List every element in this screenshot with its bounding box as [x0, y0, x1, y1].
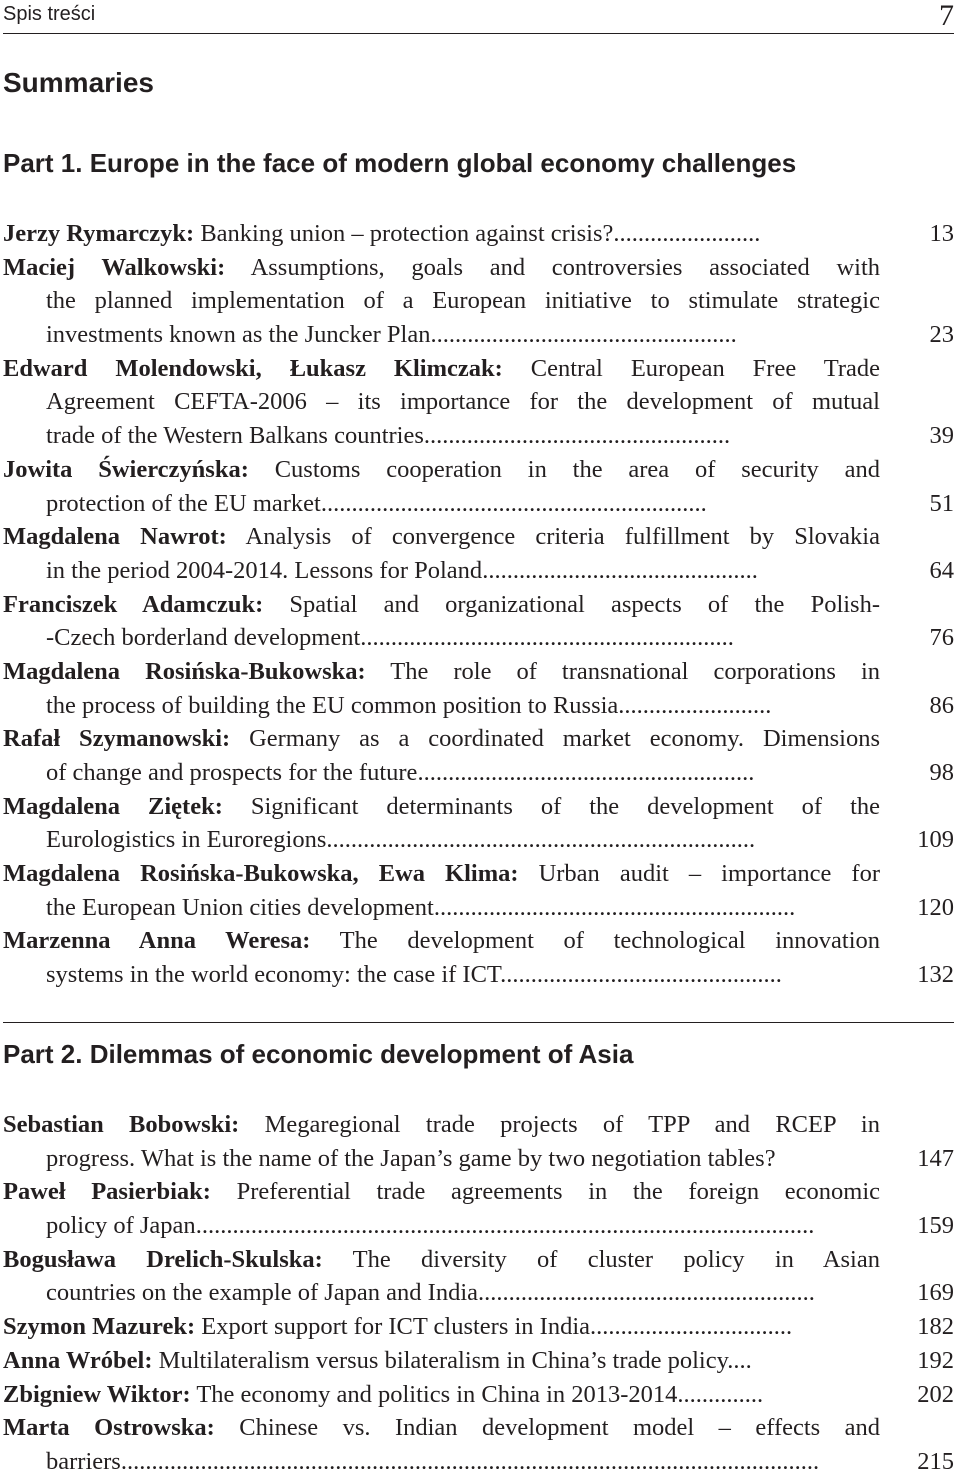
- toc-entry-author: Sebastian Bobowski:: [3, 1111, 240, 1138]
- toc-entry-leader: .............................................................: [360, 624, 734, 652]
- part-2-title: Part 2. Dilemmas of economic development of Asia: [3, 1039, 634, 1069]
- toc-entry[interactable]: [0, 655, 960, 722]
- toc-entry[interactable]: [0, 857, 960, 924]
- toc-entry-title: Banking union – protection against crisis?: [200, 220, 614, 247]
- toc-entry-title: Agreement CEFTA-2006 – its importance for the development of mutual: [46, 388, 880, 416]
- toc-entry-line: [46, 958, 880, 992]
- toc-entry-line: [0, 1344, 880, 1378]
- toc-entry[interactable]: [0, 1344, 960, 1378]
- toc-entry[interactable]: [0, 251, 960, 352]
- toc-entry-line: [46, 1276, 880, 1310]
- toc-entry-line: [0, 790, 880, 824]
- toc-entry-title: Megaregional trade projects of TPP and RCEP in: [264, 1111, 880, 1138]
- toc-entry-author: Magdalena Nawrot:: [3, 523, 227, 551]
- toc-entry[interactable]: [0, 217, 960, 251]
- toc-entry-page: 169: [917, 1279, 954, 1307]
- toc-entry[interactable]: [0, 722, 960, 789]
- toc-entry[interactable]: [0, 1175, 960, 1242]
- toc-entry[interactable]: [0, 520, 960, 587]
- toc-entry-title: The economy and politics in China in 2013-2014: [196, 1380, 678, 1408]
- toc-entry-line: [46, 419, 880, 453]
- toc-entry-line: [46, 284, 880, 318]
- toc-entry-page: 159: [917, 1212, 954, 1240]
- part-2-entries: [0, 1108, 960, 1479]
- toc-entry-title: Customs cooperation in the area of security and: [274, 455, 880, 483]
- toc-entry-author: Franciszek Adamczuk:: [3, 590, 264, 618]
- toc-entry-author: Bogusława Drelich-Skulska:: [3, 1245, 323, 1273]
- toc-entry-line: [0, 217, 880, 251]
- toc-entry-leader: .........................: [618, 691, 772, 719]
- toc-entry-line: [0, 588, 880, 622]
- toc-entry-author: Magdalena Rosińska-Bukowska:: [3, 657, 366, 685]
- toc-entry-title: systems in the world economy: the case if ICT: [46, 961, 501, 989]
- toc-entry[interactable]: [0, 1243, 960, 1310]
- toc-entry-line: [0, 352, 880, 386]
- toc-entry-line: [0, 251, 880, 285]
- toc-entry-title: barriers: [46, 1447, 121, 1475]
- toc-entry-page: 76: [929, 624, 954, 652]
- toc-entry-page: 51: [929, 489, 954, 517]
- toc-entry-page: 86: [929, 691, 954, 719]
- part-1-entries: [0, 217, 960, 992]
- toc-entry-title: Germany as a coordinated market economy. Dimensions: [249, 725, 880, 753]
- part-divider: [3, 1022, 954, 1023]
- toc-entry-leader: ...........................................................: [433, 893, 796, 921]
- toc-entry-title: Analysis of convergence criteria fulfillment by Slovakia: [245, 523, 880, 551]
- toc-entry-title: trade of the Western Balkans countries: [46, 422, 424, 450]
- toc-entry-author: Jerzy Rymarczyk:: [3, 220, 195, 247]
- toc-entry-line: [46, 689, 880, 723]
- toc-entry-line: [0, 453, 880, 487]
- toc-entry-page: 147: [917, 1144, 954, 1172]
- toc-entry-line: [46, 756, 880, 790]
- toc-entry-title: protection of the EU market: [46, 489, 321, 517]
- toc-entry-page: 98: [929, 759, 954, 786]
- toc-entry-author: Anna Wróbel:: [3, 1346, 153, 1374]
- toc-entry-page: 64: [929, 556, 954, 584]
- toc-entry-line: [0, 1108, 880, 1142]
- toc-entry-title: the process of building the EU common position to Russia: [46, 691, 619, 719]
- toc-entry-line: [46, 554, 880, 588]
- toc-entry-leader: .......................................................: [417, 759, 755, 786]
- toc-entry-title: Significant determinants of the development of the: [250, 792, 880, 820]
- part-1-title: Part 1. Europe in the face of modern global economy challenges: [3, 148, 797, 178]
- toc-entry-line: [46, 891, 880, 925]
- toc-entry-page: 215: [917, 1447, 954, 1475]
- toc-entry-page: 192: [917, 1346, 954, 1374]
- toc-entry-author: Marzenna Anna Weresa:: [3, 927, 311, 955]
- toc-entry-line: [0, 1243, 880, 1277]
- toc-entry-title: of change and prospects for the future: [46, 759, 418, 786]
- toc-entry[interactable]: [0, 924, 960, 991]
- toc-entry-line: [46, 823, 880, 857]
- toc-entry-title: -Czech borderland development: [46, 624, 361, 652]
- toc-entry-page: 23: [929, 321, 954, 349]
- toc-entry-leader: ..................................................: [430, 321, 737, 349]
- toc-entry-line: [46, 621, 880, 655]
- summaries-heading: Summaries: [3, 67, 154, 98]
- running-header-title: Spis treści: [3, 3, 96, 25]
- toc-entry[interactable]: [0, 588, 960, 655]
- toc-entry-author: Edward Molendowski, Łukasz Klimczak:: [3, 354, 503, 382]
- page-number: 7: [939, 0, 954, 32]
- toc-entry-line: [46, 487, 880, 521]
- toc-entry-leader: ..............: [677, 1380, 764, 1408]
- toc-entry-line: [0, 1175, 880, 1209]
- toc-entry-leader: .......................................................: [478, 1279, 815, 1307]
- toc-entry-page: 13: [929, 220, 954, 247]
- toc-entry-leader: ......................................................................: [326, 826, 756, 854]
- toc-entry-leader: ...............................................................: [320, 489, 707, 517]
- toc-entry[interactable]: [0, 352, 960, 453]
- toc-entry-author: Zbigniew Wiktor:: [3, 1380, 191, 1408]
- toc-entry-title: Urban audit – importance for: [538, 860, 880, 888]
- toc-entry-title: Chinese vs. Indian development model – effects and: [239, 1414, 880, 1442]
- toc-entry-line: [0, 1378, 880, 1412]
- toc-entry-line: [0, 857, 880, 891]
- toc-entry-line: [0, 1411, 880, 1445]
- toc-entry-page: 202: [917, 1380, 954, 1408]
- toc-entry-title: Preferential trade agreements in the foreign economic: [236, 1178, 880, 1206]
- toc-entry-title: progress. What is the name of the Japan’s game by two negotiation tables?: [46, 1144, 776, 1172]
- toc-entry-title: The diversity of cluster policy in Asian: [352, 1245, 880, 1273]
- toc-entry-author: Rafał Szymanowski:: [3, 725, 231, 753]
- toc-entry[interactable]: [0, 1411, 960, 1478]
- running-header: [3, 0, 954, 34]
- toc-entry-title: The role of transnational corporations in: [390, 657, 881, 685]
- toc-entry-leader: ..................................................: [423, 422, 731, 450]
- toc-entry[interactable]: [0, 453, 960, 520]
- toc-entry-leader: .................................: [590, 1313, 793, 1341]
- toc-entry-author: Szymon Mazurek:: [3, 1313, 196, 1341]
- toc-entry-title: Spatial and organizational aspects of the Polish-: [289, 590, 881, 618]
- toc-entry-line: [0, 924, 880, 958]
- toc-entry-author: Marta Ostrowska:: [3, 1414, 215, 1442]
- toc-entry-line: [46, 1209, 880, 1243]
- toc-entry[interactable]: [0, 790, 960, 857]
- toc-entry-line: [0, 722, 880, 756]
- toc-entry-line: [0, 1310, 880, 1344]
- toc-entry-title: countries on the example of Japan and India: [46, 1279, 479, 1307]
- toc-entry-title: Export support for ICT clusters in India: [201, 1313, 591, 1341]
- toc-entry-author: Magdalena Rosińska-Bukowska, Ewa Klima:: [3, 860, 519, 888]
- toc-entry-author: Maciej Walkowski:: [3, 253, 226, 281]
- toc-entry-leader: ....: [727, 1346, 752, 1374]
- toc-entry-author: Magdalena Ziętek:: [3, 792, 223, 820]
- toc-entry-line: [46, 318, 880, 352]
- toc-entry-title: policy of Japan: [46, 1212, 196, 1240]
- toc-entry-page: 109: [917, 826, 954, 854]
- toc-entry[interactable]: [0, 1378, 960, 1412]
- toc-entry-leader: ..................................................................................................................: [120, 1447, 820, 1475]
- toc-entry-line: [46, 1142, 880, 1176]
- toc-entry-line: [46, 385, 880, 419]
- toc-entry-title: The development of technological innovation: [339, 927, 881, 955]
- toc-entry-leader: ..............................................: [500, 961, 782, 989]
- toc-entry-leader: .....................................................................................................: [195, 1212, 815, 1240]
- toc-entry-page: 132: [917, 961, 954, 989]
- toc-entry-leader: .............................................: [482, 556, 758, 584]
- toc-entry-title: Multilateralism versus bilateralism in China’s trade policy: [158, 1346, 728, 1374]
- toc-entry-line: [46, 1445, 880, 1479]
- toc-entry-author: Paweł Pasierbiak:: [3, 1178, 211, 1206]
- toc-entry-title: investments known as the Juncker Plan: [46, 321, 431, 349]
- toc-entry-leader: ........................: [613, 220, 761, 247]
- toc-entry-page: 39: [929, 422, 954, 450]
- toc-entry-line: [0, 520, 880, 554]
- toc-entry-title: Eurologistics in Euroregions: [46, 826, 327, 854]
- toc-entry-title: in the period 2004-2014. Lessons for Poland: [46, 556, 483, 584]
- toc-entry-title: Assumptions, goals and controversies associated with: [250, 253, 880, 281]
- toc-entry-title: the European Union cities development: [46, 893, 434, 921]
- toc-entry[interactable]: [0, 1108, 960, 1175]
- toc-entry-author: Jowita Świerczyńska:: [3, 455, 249, 483]
- toc-entry[interactable]: [0, 1310, 960, 1344]
- toc-entry-line: [0, 655, 880, 689]
- toc-entry-page: 182: [917, 1313, 954, 1341]
- toc-entry-page: 120: [917, 893, 954, 921]
- toc-entry-title: Central European Free Trade: [530, 354, 880, 382]
- toc-entry-title: the planned implementation of a European initiative to stimulate strategic: [46, 287, 880, 315]
